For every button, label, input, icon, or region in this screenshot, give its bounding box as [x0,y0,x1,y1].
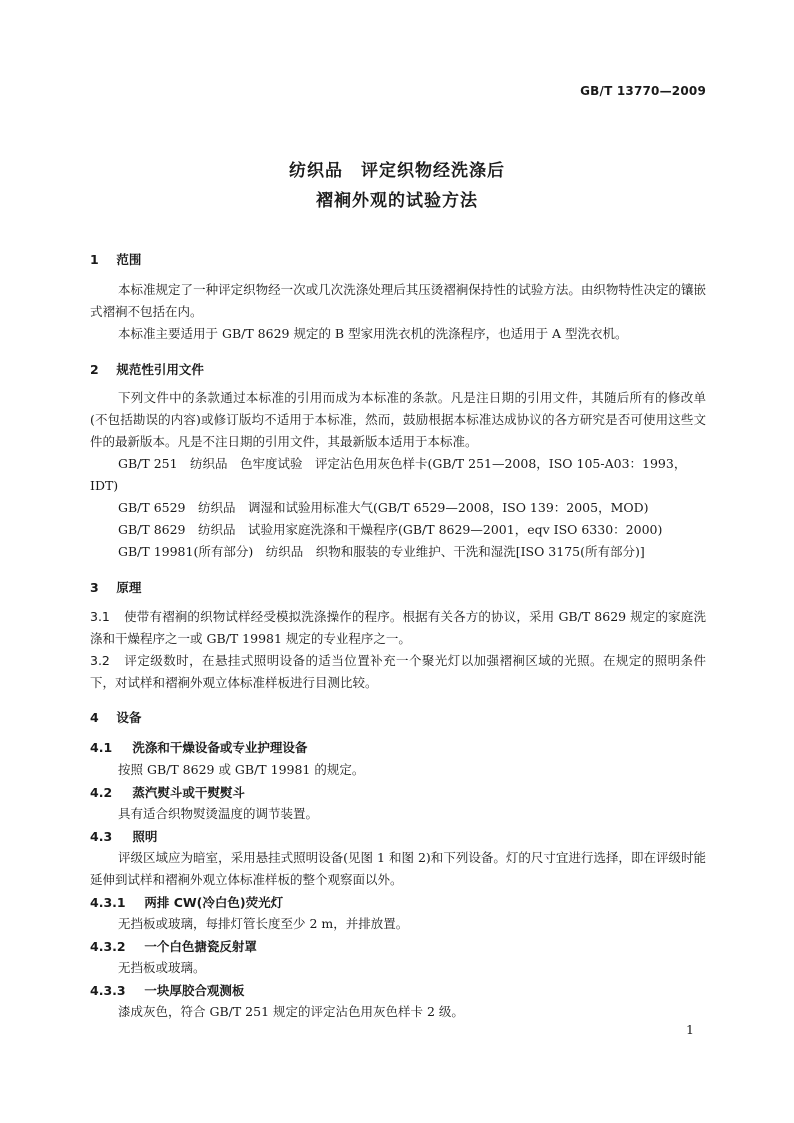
section-title: 范围 [116,252,142,267]
clause-4-3-2-heading [90,937,257,955]
section-1-paragraph-2: 本标准主要适用于 GB/T 8629 规定的 B 型家用洗衣机的洗涤程序，也适用于 A 型洗衣机。 [118,326,628,341]
clause-number: 4.3.1 [90,895,126,910]
clause-4-3-1-heading [90,893,283,911]
clause-4-3-2-text: 无挡板或玻璃。 [118,960,206,975]
clause-title: 洗涤和干燥设备或专业护理设备 [132,740,308,755]
section-4-heading [90,708,141,726]
clause-4-3-text: 评级区域应为暗室，采用悬挂式照明设备(见图 1 和图 2)和下列设备。灯的尺寸宜进行选择，即在评级时能延伸到试样和褶裥外观立体标准样板的整个观察面以外。 [90,850,706,887]
section-title: 规范性引用文件 [116,362,204,377]
clause-4-3-heading [90,827,157,845]
reference-item: GB/T 6529 纺织品 调湿和试验用标准大气(GB/T 6529—2008，ISO 139：2005，MOD) [118,500,649,515]
clause-4-1-text: 按照 GB/T 8629 或 GB/T 19981 的规定。 [118,762,365,777]
section-title: 设备 [116,710,142,725]
clause-number: 3.1 [90,609,110,624]
section-2-paragraph-1: 下列文件中的条款通过本标准的引用而成为本标准的条款。凡是注日期的引用文件，其随后所有的修改单(不包括勘误的内容)或修订版均不适用于本标准，然而，鼓励根据本标准达成协议的各方研究是否可使用这些文件的最新版本。凡是不注日期的引用文件，其最新版本适用于本标准。 [90,390,706,449]
reference-item: GB/T 8629 纺织品 试验用家庭洗涤和干燥程序(GB/T 8629—2001，eqv ISO 6330：2000) [118,522,663,537]
section-number: 3 [90,580,99,595]
clause-text: 评定级数时，在悬挂式照明设备的适当位置补充一个聚光灯以加强褶裥区域的光照。在规定的照明条件下，对试样和褶裥外观立体标准样板进行目测比较。 [90,653,706,690]
standard-number: GB/T 13770—2009 [580,84,706,98]
page-number: 1 [686,1022,694,1037]
clause-title: 蒸汽熨斗或干熨熨斗 [132,785,245,800]
clause-4-2-text: 具有适合织物熨烫温度的调节装置。 [118,806,319,821]
clause-title: 两排 CW(冷白色)荧光灯 [144,895,284,910]
clause-4-3-3-text: 漆成灰色，符合 GB/T 251 规定的评定沾色用灰色样卡 2 级。 [118,1004,464,1019]
clause-title: 照明 [132,829,158,844]
clause-4-1-heading [90,738,307,756]
section-1-heading [90,250,141,268]
clause-4-3-1-text: 无挡板或玻璃，每排灯管长度至少 2 m，并排放置。 [118,916,409,931]
clause-number: 4.3.3 [90,983,126,998]
clause-number: 4.1 [90,740,113,755]
section-3-heading [90,578,141,596]
section-number: 2 [90,362,99,377]
clause-number: 4.2 [90,785,113,800]
reference-item: GB/T 251 纺织品 色牢度试验 评定沾色用灰色样卡(GB/T 251—2008，ISO 105-A03：1993，IDT) [90,456,687,493]
section-title: 原理 [116,580,142,595]
reference-item: GB/T 19981(所有部分) 纺织品 织物和服装的专业维护、干洗和湿洗[ISO 3175(所有部分)] [118,544,645,559]
clause-number: 4.3.2 [90,939,126,954]
section-1-paragraph-1: 本标准规定了一种评定织物经一次或几次洗涤处理后其压烫褶裥保持性的试验方法。由织物特性决定的镶嵌式褶裥不包括在内。 [90,282,706,319]
clause-3-2 [90,650,706,694]
section-2-heading [90,360,204,378]
clause-text: 使带有褶裥的织物试样经受模拟洗涤操作的程序。根据有关各方的协议，采用 GB/T 8629 规定的家庭洗涤和干燥程序之一或 GB/T 19981 规定的专业程序之一。 [90,609,706,646]
document-title-line1: 纺织品 评定织物经洗涤后 [289,161,505,181]
section-number: 4 [90,710,99,725]
section-number: 1 [90,252,99,267]
clause-title: 一块厚胶合观测板 [144,983,245,998]
clause-4-2-heading [90,783,245,801]
clause-3-1 [90,606,706,650]
clause-number: 4.3 [90,829,113,844]
clause-title: 一个白色搪瓷反射罩 [144,939,257,954]
clause-4-3-3-heading [90,981,244,999]
clause-number: 3.2 [90,653,110,668]
document-title-line2: 褶裥外观的试验方法 [316,191,478,211]
